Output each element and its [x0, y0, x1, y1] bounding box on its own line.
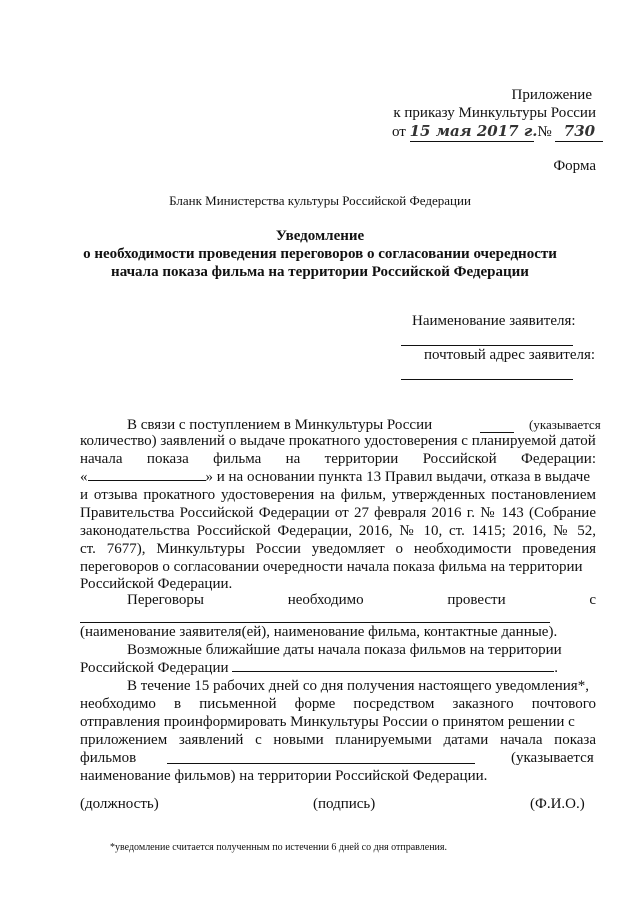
letterhead: Бланк Министерства культуры Российской Федерации [169, 193, 471, 208]
title-line-3: начала показа фильма на территории Российской Федерации [111, 264, 529, 280]
p4-line-3: отправления проинформировать Минкультуры России о принятом решении с [80, 714, 575, 730]
applicant-name-label: Наименование заявителя: [412, 313, 576, 329]
p3-line-2 [80, 659, 558, 678]
p4-line-5b: (указывается [511, 750, 594, 766]
p2-line-2: (наименование заявителя(ей), наименование фильма, контактные данные). [80, 624, 558, 640]
position-label: (должность) [80, 796, 159, 812]
title-line-1: Уведомление [275, 228, 365, 244]
p1-line-1-text: В связи с поступлением в Минкультуры России [127, 417, 433, 433]
full-name-label: (Ф.И.О.) [530, 796, 585, 812]
footnote: *уведомление считается полученным по истечении 6 дней со дня отправления. [110, 842, 447, 853]
p1-line-4 [80, 468, 590, 487]
number-prefix: № [537, 124, 552, 140]
p4-line-6: наименование фильмов) на территории Российской Федерации. [80, 768, 488, 784]
p1-line-8: ст. 7677), Минкультуры России уведомляет о необходимости проведения [80, 541, 596, 557]
p4-line-5a: фильмов [80, 750, 137, 766]
p2-line-1: Переговоры необходимо провести с [127, 592, 596, 608]
handwritten-date: 15 мая 2017 г. [409, 122, 538, 140]
p4-line-4: приложением заявлений с новыми планируемыми датами начала показа [80, 732, 596, 748]
p1-line-7: законодательства Российской Федерации, 2016, № 10, ст. 1415; 2016, № 52, [80, 523, 596, 539]
p1-line-2: количество) заявлений о выдаче прокатного удостоверения с планируемой датой [80, 433, 596, 449]
p1-line-4-text: » и на основании пункта 13 Правил выдачи, отказа в выдаче [205, 469, 590, 485]
p4-line-2: необходимо в письменной форме посредством заказного почтового [80, 696, 596, 712]
applicant-address-line [401, 379, 573, 380]
form-label: Форма [553, 158, 596, 174]
title-line-2: о необходимости проведения переговоров о согласовании очередности [83, 246, 557, 262]
p1-line-10: Российской Федерации. [80, 576, 233, 592]
p3-line-2-text: Российской Федерации [80, 660, 229, 676]
p1-line-3: начала показа фильма на территории Российской Федерации: [80, 451, 596, 467]
signature-label: (подпись) [313, 796, 376, 812]
films-blank [167, 763, 475, 764]
to-order-label: к приказу Минкультуры России [393, 105, 596, 121]
p3-line-2-end: . [554, 660, 559, 676]
order-date-line [392, 122, 603, 142]
appendix-label: Приложение [511, 87, 592, 103]
p1-line-9: переговоров о согласовании очередности начала показа фильма на территории [80, 559, 583, 575]
applicant-address-label: почтовый адрес заявителя: [424, 347, 596, 363]
p1-line-1-note: (указывается [529, 417, 601, 432]
p1-line-6: Правительства Российской Федерации от 27 февраля 2016 г. № 143 (Собрание [80, 505, 596, 521]
from-prefix: от [392, 124, 406, 140]
handwritten-number: 730 [555, 122, 603, 142]
quote-open: « [80, 469, 88, 485]
p4-line-1: В течение 15 рабочих дней со дня получения настоящего уведомления*, [127, 678, 589, 694]
dates-blank [232, 671, 554, 672]
date-blank [88, 480, 206, 481]
p1-line-5: и отзыва прокатного удостоверения на фильм, утвержденных постановлением [80, 487, 596, 503]
p3-line-1: Возможные ближайшие даты начала показа фильмов на территории [127, 642, 562, 658]
